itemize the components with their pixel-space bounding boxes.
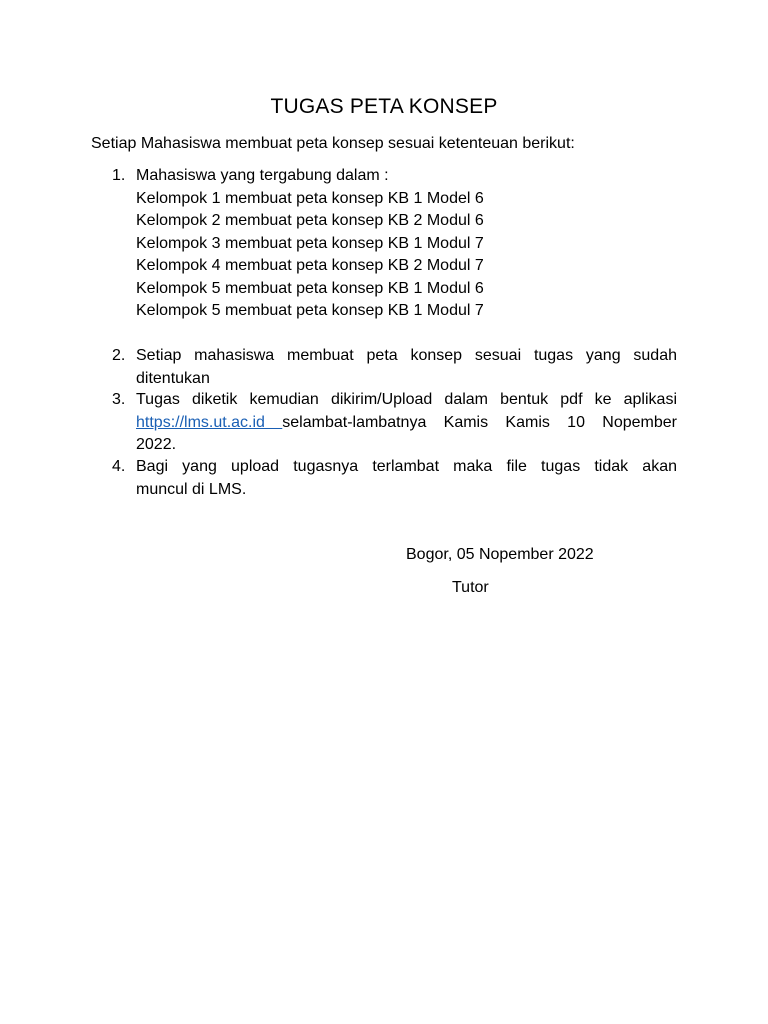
item-text-line: Bagi yang upload tugasnya terlambat maka file tugas tidak akan xyxy=(136,458,677,475)
list-item xyxy=(112,165,677,323)
group-assignment: Kelompok 5 membuat peta konsep KB 1 Modul 6 xyxy=(136,279,484,297)
signer-name: Tutor xyxy=(452,579,489,596)
item-text-line: Tugas diketik kemudian dikirim/Upload dalam bentuk pdf ke aplikasi xyxy=(136,391,677,408)
group-assignment: Kelompok 1 membuat peta konsep KB 1 Model 6 xyxy=(136,189,484,207)
item-text-line xyxy=(136,412,677,435)
item-text-line: Setiap mahasiswa membuat peta konsep sesuai tugas yang sudah xyxy=(136,347,677,364)
group-assignment: Kelompok 3 membuat peta konsep KB 1 Modul 7 xyxy=(136,234,484,252)
item-text-line: ditentukan xyxy=(136,369,210,387)
list-number: 2. xyxy=(112,347,126,364)
list-content xyxy=(136,389,677,457)
list-number: 1. xyxy=(112,167,126,184)
list-number: 3. xyxy=(112,391,126,408)
item-heading: Mahasiswa yang tergabung dalam : xyxy=(136,167,389,184)
group-assignment: Kelompok 4 membuat peta konsep KB 2 Modul 7 xyxy=(136,257,484,274)
list-content xyxy=(136,165,677,323)
list-number: 4. xyxy=(112,458,126,475)
intro-text: Setiap Mahasiswa membuat peta konsep sesuai ketenteuan berikut: xyxy=(91,135,575,152)
list-content xyxy=(136,345,677,390)
lms-link[interactable]: https://lms.ut.ac.id xyxy=(136,413,283,431)
list-item xyxy=(112,456,677,501)
group-assignment: Kelompok 2 membuat peta konsep KB 2 Modul 6 xyxy=(136,212,484,229)
list-content xyxy=(136,456,677,501)
item-text-line: 2022. xyxy=(136,436,177,453)
item-text-fragment: selambat-lambatnya Kamis Kamis 10 Nopember xyxy=(282,413,677,431)
list-item xyxy=(112,345,677,390)
place-date: Bogor, 05 Nopember 2022 xyxy=(406,546,594,563)
item-text-line: muncul di LMS. xyxy=(136,480,247,498)
document-title: TUGAS PETA KONSEP xyxy=(270,95,498,118)
list-item xyxy=(112,389,677,457)
group-assignment: Kelompok 5 membuat peta konsep KB 1 Modul 7 xyxy=(136,302,484,319)
